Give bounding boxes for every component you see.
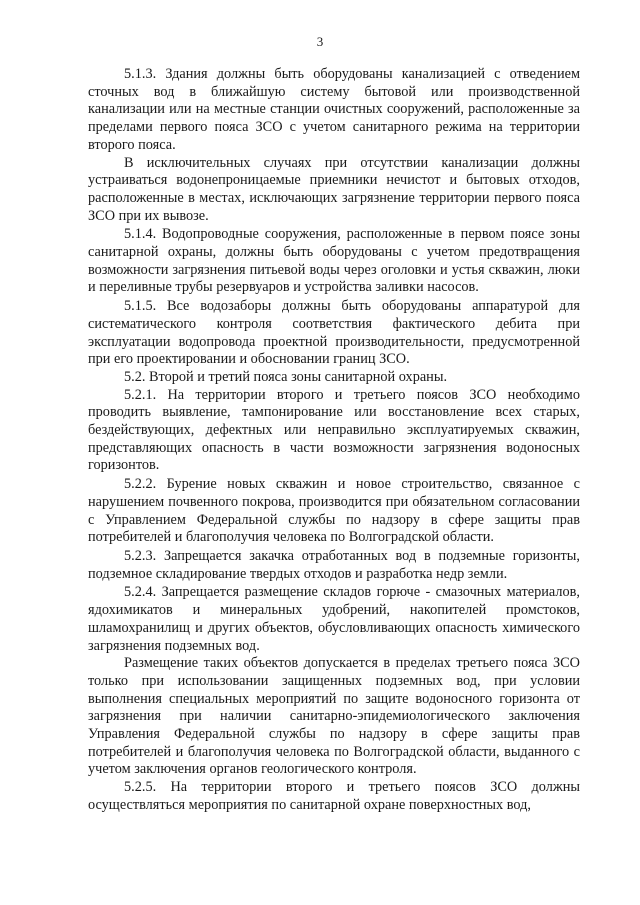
paragraph-sewage-exception: В исключительных случаях при отсутствии канализации должны устраиваться водонепроницаемые приемники нечистот и бытовых отходов, расположенные в местах, исключающих загрязнение территории первого пояса ЗСО при их вывозе. <box>88 154 580 224</box>
paragraph-5-2-2: 5.2.2. Бурение новых скважин и новое строительство, связанное с нарушением почвенного покрова, производится при обязательном согласовании с Управлением Федеральной службы по надзору в сфере защиты прав потребителей и благополучия человека по Волгоградской области. <box>88 476 580 546</box>
paragraph-5-2-1: 5.2.1. На территории второго и третьего поясов ЗСО необходимо проводить выявление, тампонирование или восстановление всех старых, бездействующих, дефектных или неправильно эксплуатируемых скважин, представляющих опасность в части возможности загрязнения водоносных горизонтов. <box>88 386 580 474</box>
paragraph-5-1-3: 5.1.3. Здания должны быть оборудованы канализацией с отведением сточных вод в ближайшую систему бытовой или производственной канализации или на местные станции очистных сооружений, расположенные за пределами первого пояса ЗСО с учетом санитарного режима на территории второго пояса. <box>88 66 580 153</box>
paragraph-5-1-4: 5.1.4. Водопроводные сооружения, расположенные в первом поясе зоны санитарной охраны, должны быть оборудованы с учетом предотвращения возможности загрязнения питьевой воды через оголовки и устья скважин, люки и переливные трубы резервуаров и устройства заливки насосов. <box>88 226 580 296</box>
paragraph-5-2-3: 5.2.3. Запрещается закачка отработанных вод в подземные горизонты, подземное складирование твердых отходов и разработка недр земли. <box>88 547 580 582</box>
page-number: 3 <box>316 34 324 49</box>
section-heading-5-2: 5.2. Второй и третий пояса зоны санитарной охраны. <box>124 368 448 385</box>
paragraph-5-2-5: 5.2.5. На территории второго и третьего поясов ЗСО должны осуществляться мероприятия по санитарной охране поверхностных вод, <box>88 779 580 813</box>
paragraph-5-2-4: 5.2.4. Запрещается размещение складов горюче - смазочных материалов, ядохимикатов и минеральных удобрений, накопителей промстоков, шламохранилищ и других объектов, обусловливающих опасность химического загрязнения подземных вод. <box>88 584 580 654</box>
paragraph-5-1-5: 5.1.5. Все водозаборы должны быть оборудованы аппаратурой для систематического контроля соответствия фактического дебита при эксплуатации водопровода проектной производительности, предусмотренной при его проектировании и обосновании границ ЗСО. <box>88 298 580 368</box>
paragraph-placement-conditions: Размещение таких объектов допускается в пределах третьего пояса ЗСО только при использовании защищенных подземных вод, при условии выполнения специальных мероприятий по защите водоносного горизонта от загрязнения при наличии санитарно-эпидемиологического заключения Управления Федеральной службы по надзору в сфере защиты прав потребителей и благополучия человека по Волгоградской области, выданного с учетом заключения органов геологического контроля. <box>88 655 580 778</box>
document-body <box>88 66 580 815</box>
